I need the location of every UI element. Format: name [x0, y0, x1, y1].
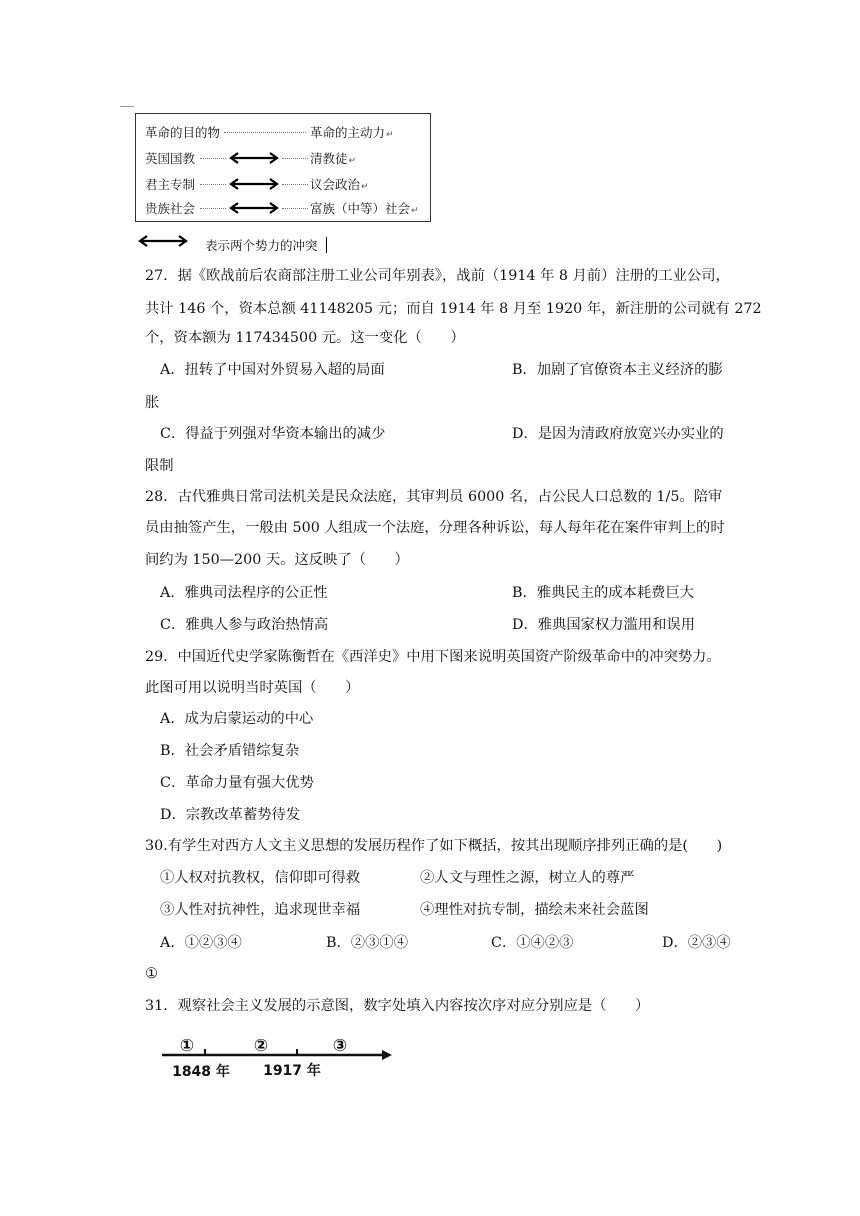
- double-arrow-icon: [228, 178, 280, 190]
- double-arrow-icon: [137, 235, 189, 247]
- q30-stem-line1: 30.有学生对西方人文主义思想的发展历程作了如下概括，按其出现顺序排列正确的是( ): [145, 838, 723, 854]
- diagram-row: [136, 175, 432, 195]
- diagram-legend: [135, 233, 435, 253]
- dotted-leader: [282, 208, 308, 209]
- q31-stem-line1: 31．观察社会主义发展的示意图，数字处填入内容按次序对应分别应是（ ）: [145, 998, 650, 1014]
- q27-option-b: B．加剧了官僚资本主义经济的膨: [512, 362, 723, 378]
- corner-mark: [120, 106, 134, 107]
- diagram-row: [136, 149, 432, 169]
- q27-option-c: C．得益于列强对华资本输出的减少: [160, 426, 386, 442]
- diagram-header-right: 革命的主动力: [310, 125, 386, 140]
- double-arrow-icon: [228, 152, 280, 164]
- q28-option-d: D．雅典国家权力滥用和误用: [512, 617, 696, 633]
- q29-option-b: B．社会矛盾错综复杂: [160, 743, 300, 759]
- timeline-mark-3: ③: [332, 1036, 348, 1056]
- paragraph-mark-icon: ↵: [348, 156, 357, 166]
- diagram-row-left: 贵族社会: [145, 201, 196, 216]
- q29-stem-line2: 此图可用以说明当时英国（ ）: [145, 680, 360, 696]
- double-arrow-icon: [228, 202, 280, 214]
- q27-stem-line2: 共计 146 个，资本总额 41148205 元；而自 1914 年 8 月至 1920 年，新注册的公司就有 272: [145, 301, 762, 317]
- timeline-mark-2: ②: [253, 1036, 269, 1056]
- timeline-year-1848: 1848 年: [172, 1064, 230, 1080]
- q27-option-d-cont: 限制: [145, 458, 174, 474]
- q30-statement-4: ④理性对抗专制，描绘未来社会蓝图: [420, 902, 649, 918]
- diagram-header-left: 革命的目的物: [145, 125, 221, 140]
- q28-option-b: B．雅典民主的成本耗费巨大: [512, 585, 695, 601]
- q27-stem-line3: 个，资本额为 117434500 元。这一变化（ ）: [145, 330, 465, 346]
- diagram-row-right: 富族（中等）社会: [310, 201, 411, 216]
- q30-statement-2: ②人文与理性之源，树立人的尊严: [420, 870, 635, 886]
- q28-stem-line3: 间约为 150—200 天。这反映了（ ）: [145, 552, 409, 568]
- dotted-leader: [224, 132, 306, 133]
- timeline-mark-1: ①: [179, 1036, 195, 1056]
- q30-option-d: D．②③④: [662, 935, 731, 951]
- diagram-row-right: 议会政治: [310, 177, 361, 192]
- q27-option-d: D．是因为清政府放宽兴办实业的: [512, 426, 724, 442]
- timeline-year-1917: 1917 年: [263, 1063, 321, 1079]
- q27-stem-line1: 27．据《欧战前后农商部注册工业公司年别表》，战前（1914 年 8 月前）注册的工业公司，: [145, 268, 730, 284]
- q29-stem-line1: 29．中国近代史学家陈衡哲在《西洋史》中用下图来说明英国资产阶级革命中的冲突势力。: [145, 649, 721, 665]
- dotted-leader: [282, 184, 308, 185]
- q30-statement-1: ①人权对抗教权，信仰即可得救: [160, 870, 361, 886]
- diagram-row: [136, 199, 432, 219]
- conflict-diagram: [135, 113, 431, 222]
- q27-option-b-cont: 胀: [145, 395, 160, 411]
- paragraph-mark-icon: ↵: [361, 182, 369, 192]
- dotted-leader: [200, 158, 226, 159]
- q29-option-a: A．成为启蒙运动的中心: [160, 711, 314, 727]
- timeline-arrowhead-icon: [382, 1050, 392, 1060]
- q30-statement-3: ③人性对抗神性，追求现世幸福: [160, 902, 361, 918]
- dotted-leader: [200, 184, 226, 185]
- q30-option-b: B．②③①④: [326, 935, 408, 951]
- diagram-row-left: 君主专制: [145, 177, 196, 192]
- q28-stem-line2: 员由抽签产生，一般由 500 人组成一个法庭，分理各种诉讼，每人每年花在案件审判上的时: [145, 520, 725, 536]
- q28-option-a: A．雅典司法程序的公正性: [160, 585, 328, 601]
- q30-option-c: C．①④②③: [491, 935, 574, 951]
- legend-text: 表示两个势力的冲突: [205, 238, 318, 253]
- q27-option-a: A．扭转了中国对外贸易入超的局面: [160, 362, 385, 378]
- q30-option-a: A．①②③④: [160, 935, 242, 951]
- q29-option-d: D．宗教改革蓄势待发: [160, 807, 301, 823]
- socialism-timeline: [160, 1030, 400, 1080]
- q29-option-c: C．革命力量有强大优势: [160, 775, 314, 791]
- q28-stem-line1: 28．古代雅典日常司法机关是民众法庭，其审判员 6000 名，占公民人口总数的 1/5。陪审: [145, 489, 723, 505]
- q28-option-c: C．雅典人参与政治热情高: [160, 617, 329, 633]
- paragraph-mark-icon: ↵: [386, 130, 394, 140]
- diagram-header-row: [136, 123, 432, 143]
- dotted-leader: [200, 208, 226, 209]
- dotted-leader: [282, 158, 308, 159]
- diagram-row-left: 英国国教: [145, 151, 196, 166]
- text-cursor: [326, 237, 327, 253]
- paragraph-mark-icon: ↵: [411, 206, 419, 216]
- q30-option-d-cont: ①: [145, 966, 158, 982]
- diagram-row-right: 清教徒: [310, 151, 348, 166]
